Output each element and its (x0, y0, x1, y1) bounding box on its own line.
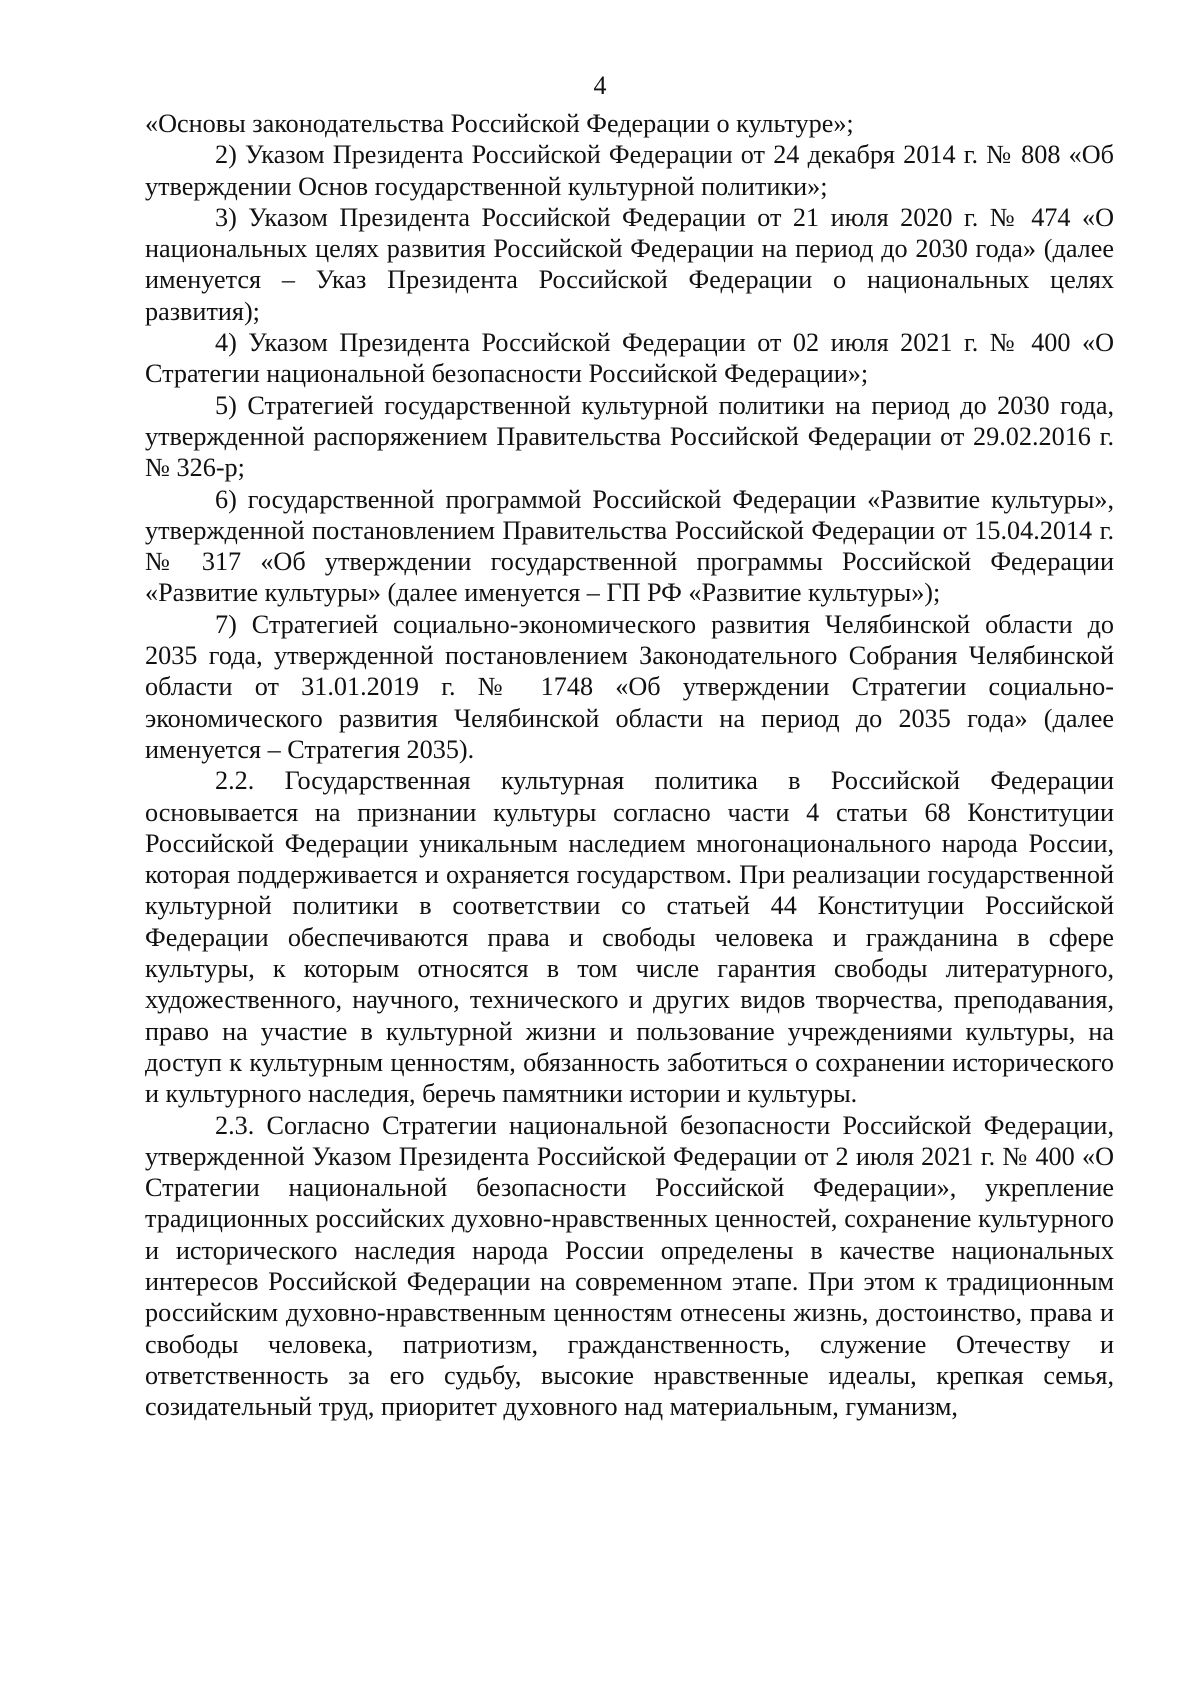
paragraph-3: 3) Указом Президента Российской Федерации от 21 июля 2020 г. № 474 «О национальных целях развития Российской Федерации на период до 2030 года» (далее именуется – Указ Президента Российской Федерации о национальных целях развития); (145, 202, 1114, 326)
paragraph-2: 2) Указом Президента Российской Федерации от 24 декабря 2014 г. № 808 «Об утверждении Основ государственной культурной политики»; (145, 140, 1114, 201)
paragraph-5: 5) Стратегией государственной культурной политики на период до 2030 года, утвержденной распоряжением Правительства Российской Федерации от 29.02.2016 г. № 326-р; (145, 390, 1114, 483)
paragraph-4: 4) Указом Президента Российской Федерации от 02 июля 2021 г. № 400 «О Стратегии национальной безопасности Российской Федерации»; (145, 328, 1114, 389)
paragraph-6: 6) государственной программой Российской Федерации «Развитие культуры», утвержденной постановлением Правительства Российской Федерации от 15.04.2014 г. № 317 «Об утверждении государственной программы Российской Федерации «Развитие культуры» (далее именуется – ГП РФ «Развитие культуры»); (145, 484, 1114, 608)
paragraph-7: 7) Стратегией социально-экономического развития Челябинской области до 2035 года, утвержденной постановлением Законодательного Собрания Челябинской области от 31.01.2019 г. № 1748 «Об утверждении Стратегии социально-экономического развития Челябинской области на период до 2035 года» (далее именуется – Стратегия 2035). (145, 609, 1114, 764)
paragraph-1: «Основы законодательства Российской Федерации о культуре»; (145, 109, 854, 138)
paragraph-9: 2.3. Согласно Стратегии национальной безопасности Российской Федерации, утвержденной Указом Президента Российской Федерации от 2 июля 2021 г. № 400 «О Стратегии национальной безопасности Российской Федерации», укрепление традиционных российских духовно-нравственных ценностей, сохранение культурного и исторического наследия народа России определены в качестве национальных интересов Российской Федерации на современном этапе. При этом к традиционным российским духовно-нравственным ценностям отнесены жизнь, достоинство, права и свободы человека, патриотизм, гражданственность, служение Отечеству и ответственность за его судьбу, высокие нравственные идеалы, крепкая семья, созидательный труд, приоритет духовного над материальным, гуманизм, (145, 1110, 1114, 1422)
paragraph-8: 2.2. Государственная культурная политика в Российской Федерации основывается на признании культуры согласно части 4 статьи 68 Конституции Российской Федерации уникальным наследием многонационального народа России, которая поддерживается и охраняется государством. При реализации государственной культурной политики в соответствии со статьей 44 Конституции Российской Федерации обеспечиваются права и свободы человека и гражданина в сфере культуры, к которым относятся в том числе гарантия свободы литературного, художественного, научного, технического и других видов творчества, преподавания, право на участие в культурной жизни и пользование учреждениями культуры, на доступ к культурным ценностям, обязанность заботиться о сохранении исторического и культурного наследия, беречь памятники истории и культуры. (145, 766, 1114, 1109)
document-body (145, 108, 1114, 1422)
page-number: 4 (593, 71, 607, 100)
